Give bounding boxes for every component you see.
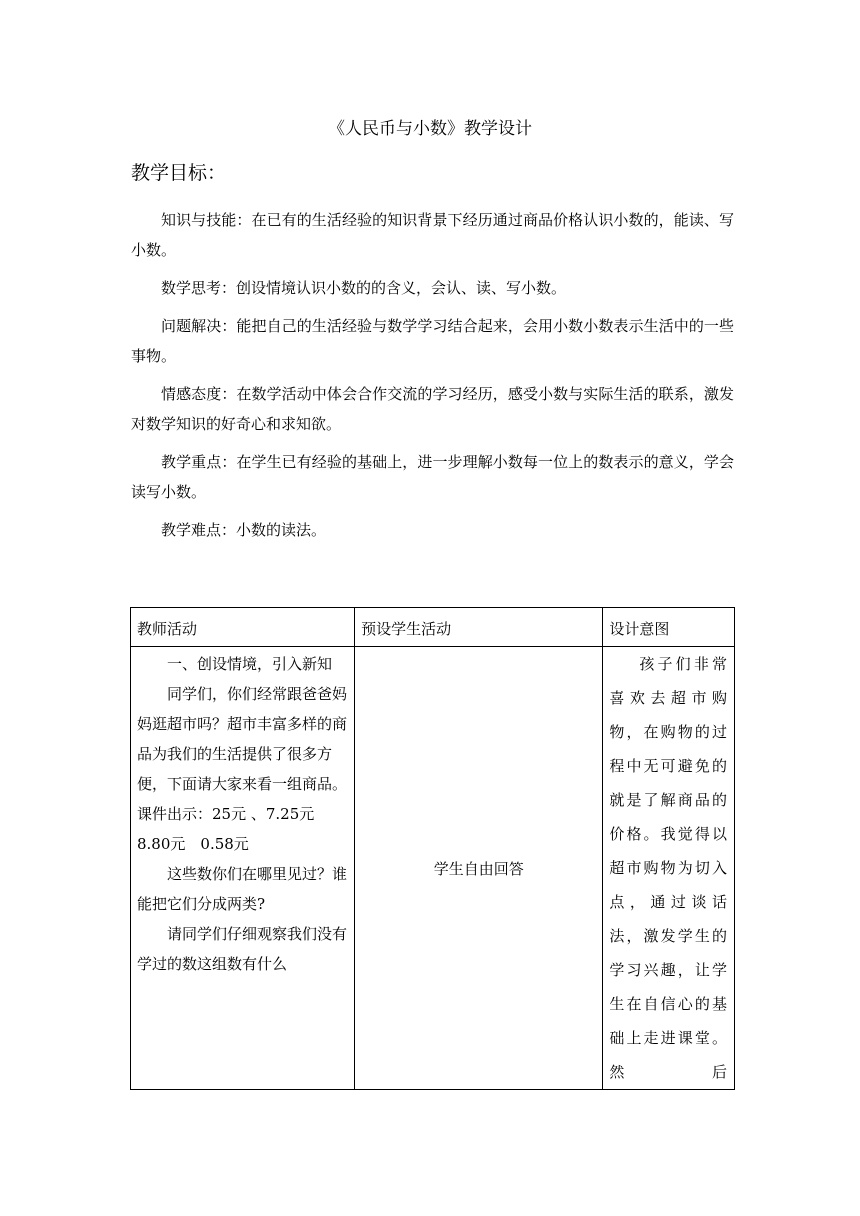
- objectives-heading: 教学目标：: [131, 162, 227, 184]
- teacher-courseware-prices: 课件出示：25元 、7.25元 8.80元 0.58元: [137, 805, 315, 853]
- objective-thinking: 数学思考：创设情境认识小数的的含义，会认、读、写小数。: [161, 279, 567, 297]
- objective-attitude: 情感态度：在数学活动中体会合作交流的学习经历，感受小数与实际生活的联系，激发对数学知识的好奇心和求知欲。: [131, 385, 734, 433]
- student-activity-cell: 学生自由回答: [355, 647, 603, 1090]
- header-student-activity: 预设学生活动: [355, 608, 603, 647]
- header-design-intent: 设计意图: [603, 608, 735, 647]
- table-header-row: [131, 608, 735, 647]
- teaching-difficulty: 教学难点：小数的读法。: [161, 521, 327, 539]
- design-intent-text: 孩子们非常喜欢去超市购物，在购物的过程中无可避免的就是了解商品的价格。我觉得以超市购物为切入点，通过谈话法，激发学生的学习兴趣，让学生在自信心的基础上走进课堂。然后: [609, 655, 728, 1081]
- teaching-focus: 教学重点：在学生已有经验的基础上，进一步理解小数每一位上的数表示的意义，学会读写小数。: [131, 453, 734, 501]
- header-teacher-activity: 教师活动: [131, 608, 355, 647]
- teacher-question-text: 这些数你们在哪里见过？谁能把它们分成两类?: [137, 865, 348, 913]
- teacher-intro-text: 同学们，你们经常跟爸爸妈妈逛超市吗？超市丰富多样的商品为我们的生活提供了很多方便，下面请大家来看一组商品。: [137, 685, 348, 793]
- teacher-step-title: 一、创设情境，引入新知: [167, 655, 333, 673]
- teacher-activity-cell: [131, 647, 355, 1090]
- table-row: [131, 647, 735, 1090]
- objective-problem-solving: 问题解决：能把自己的生活经验与数学学习结合起来，会用小数小数表示生活中的一些事物。: [131, 317, 734, 365]
- teacher-observe-text: 请同学们仔细观察我们没有学过的数这组数有什么: [137, 925, 348, 973]
- objective-knowledge: 知识与技能：在已有的生活经验的知识背景下经历通过商品价格认识小数的，能读、写小数。: [131, 211, 734, 259]
- lesson-table: [130, 607, 735, 1090]
- design-intent-cell: [603, 647, 735, 1090]
- objectives-body: [131, 205, 734, 553]
- document-title: 《人民币与小数》教学设计: [328, 119, 532, 139]
